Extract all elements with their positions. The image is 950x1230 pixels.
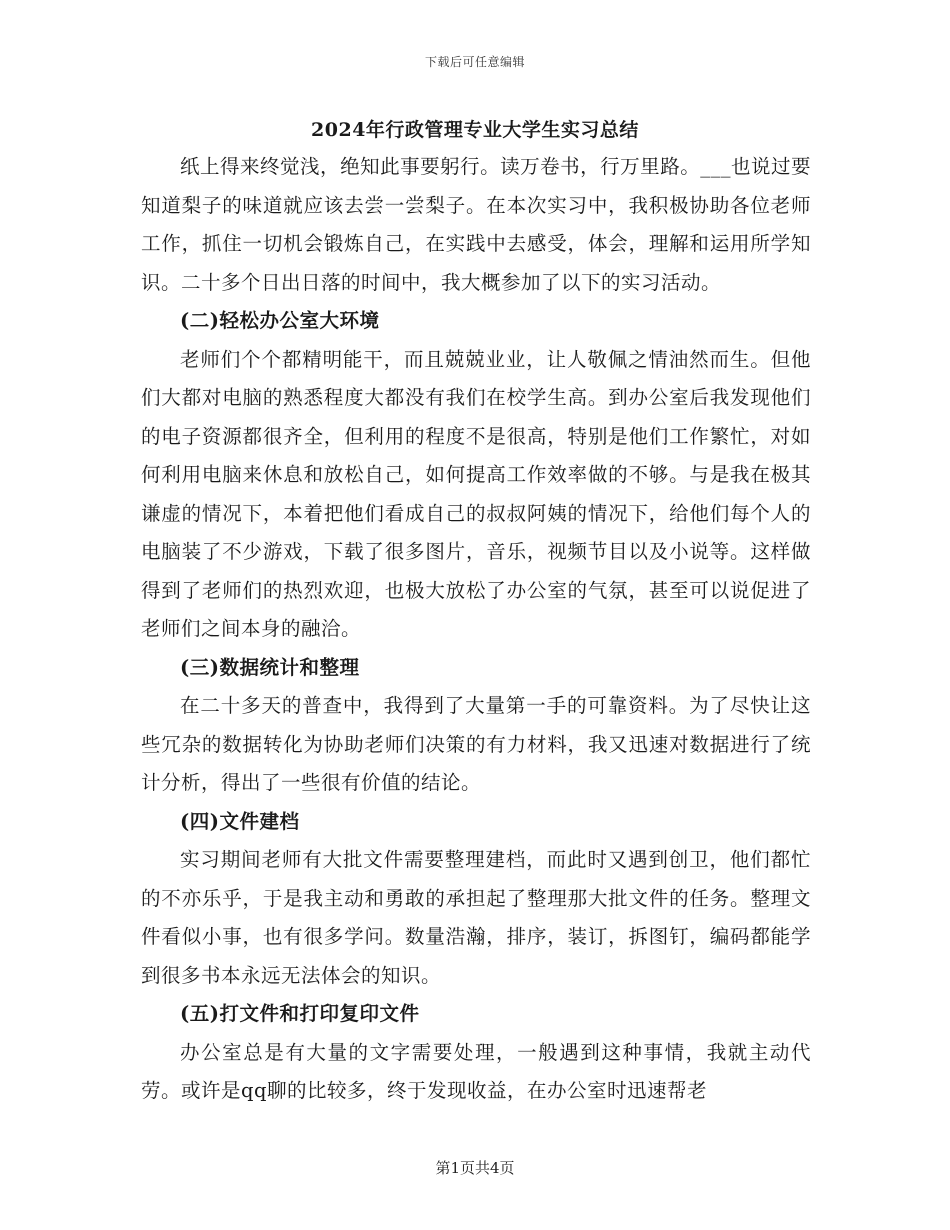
section-paragraph-office-environment: 老师们个个都精明能干，而且兢兢业业，让人敬佩之情油然而生。但他们大都对电脑的熟悉程度大都没有我们在校学生高。到办公室后我发现他们的电子资源都很齐全，但利用的程度不是很高，特别是他们工作繁忙，对如何利用电脑来休息和放松自己，如何提高工作效率做的不够。与是我在极其谦虚的情况下，本着把他们看成自己的叔叔阿姨的情况下，给他们每个人的电脑装了不少游戏，下载了很多图片，音乐，视频节目以及小说等。这样做得到了老师们的热烈欢迎，也极大放松了办公室的气氛，甚至可以说促进了老师们之间本身的融洽。 <box>141 347 811 640</box>
intro-paragraph: 纸上得来终觉浅，绝知此事要躬行。读万卷书，行万里路。___也说过要知道梨子的味道就应该去尝一尝梨子。在本次实习中，我积极协助各位老师工作，抓住一切机会锻炼自己，在实践中去感受，体会，理解和运用所学知识。二十多个日出日落的时间中，我大概参加了以下的实习活动。 <box>141 155 811 294</box>
document-title: 2024年行政管理专业大学生实习总结 <box>311 119 639 141</box>
section-paragraph-data-statistics: 在二十多天的普查中，我得到了大量第一手的可靠资料。为了尽快让这些冗杂的数据转化为协助老师们决策的有力材料，我又迅速对数据进行了统计分析，得出了一些很有价值的结论。 <box>141 694 811 794</box>
section-heading-typing-printing: (五)打文件和打印复印文件 <box>180 1002 420 1025</box>
page-number-footer: 第1页共4页 <box>435 1159 515 1177</box>
section-paragraph-typing-printing: 办公室总是有大量的文字需要处理，一般遇到这种事情，我就主动代劳。或许是qq聊的比较多，终于发现收益，在办公室时迅速帮老 <box>141 1040 811 1102</box>
section-paragraph-file-archiving: 实习期间老师有大批文件需要整理建档，而此时又遇到创卫，他们都忙的不亦乐乎，于是我主动和勇敢的承担起了整理那大批文件的任务。整理文件看似小事，也有很多学问。数量浩瀚，排序，装订，拆图钉，编码都能学到很多书本永远无法体会的知识。 <box>141 848 811 987</box>
page-header-note: 下载后可任意编辑 <box>424 55 525 69</box>
document-body <box>141 148 811 1111</box>
section-heading-office-environment: (二)轻松办公室大环境 <box>180 309 380 332</box>
section-heading-file-archiving: (四)文件建档 <box>180 809 300 833</box>
section-heading-data-statistics: (三)数据统计和整理 <box>180 655 360 679</box>
